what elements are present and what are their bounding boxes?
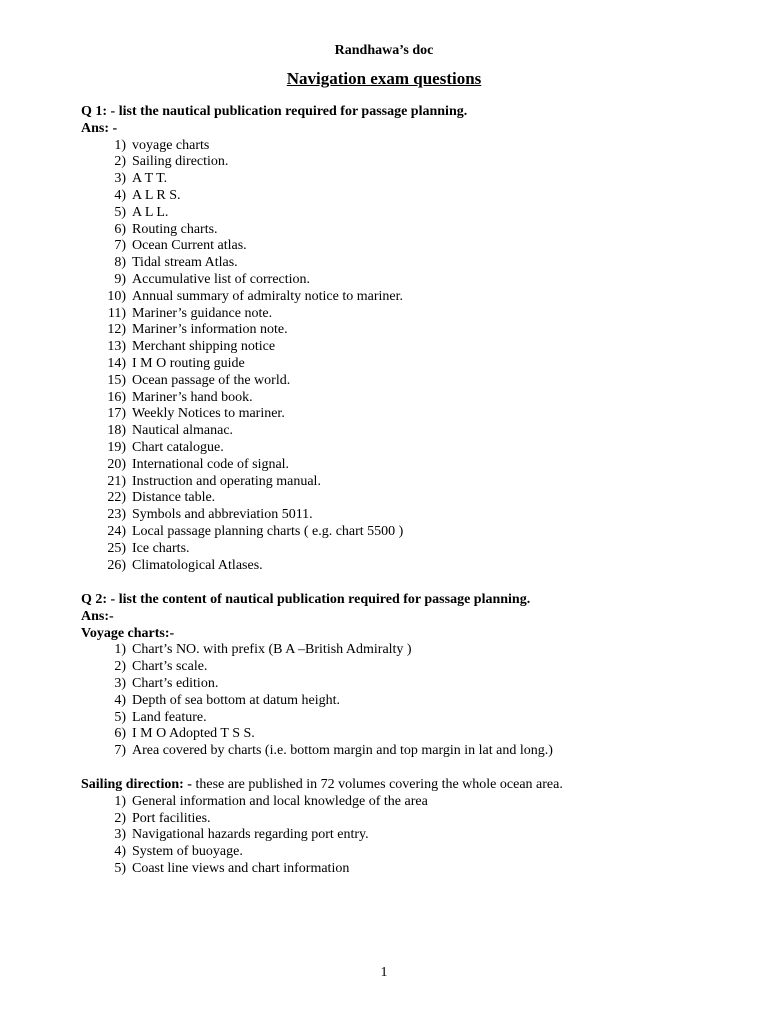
list-item-text: Mariner’s guidance note. <box>132 305 273 321</box>
list-item-number: 7) <box>114 238 126 254</box>
list-item <box>81 390 721 407</box>
list-item-number: 10) <box>107 288 126 304</box>
list-item <box>81 490 721 507</box>
list-item-number: 26) <box>107 557 126 573</box>
list-item <box>81 642 721 659</box>
list-item-number: 7) <box>114 743 126 759</box>
list-item-text: Mariner’s hand book. <box>132 389 253 405</box>
list-item <box>81 154 721 171</box>
list-item-text: Tidal stream Atlas. <box>132 255 238 271</box>
list-item-text: Chart’s NO. with prefix (B A –British Admiralty ) <box>132 642 412 658</box>
sailing-direction-block <box>81 777 721 878</box>
answer-label: Ans:- <box>81 608 114 624</box>
list-item-text: Area covered by charts (i.e. bottom margin and top margin in lat and long.) <box>132 743 553 759</box>
list-item-text: Local passage planning charts ( e.g. chart 5500 ) <box>132 523 404 539</box>
list-item-number: 12) <box>107 322 126 338</box>
list-item-text: International code of signal. <box>132 456 290 472</box>
list-item-text: Routing charts. <box>132 221 218 237</box>
list-item-number: 5) <box>114 860 126 876</box>
list-item-text: Instruction and operating manual. <box>132 473 321 489</box>
list-item <box>81 255 721 272</box>
list-item <box>81 693 721 710</box>
list-item <box>81 188 721 205</box>
list-item <box>81 339 721 356</box>
list-item-number: 22) <box>107 490 126 506</box>
list-item-text: System of buoyage. <box>132 844 243 860</box>
list-item <box>81 659 721 676</box>
list-item-number: 9) <box>114 271 126 287</box>
list-item-text: Ocean Current atlas. <box>132 238 247 254</box>
sailing-direction-description: these are published in 72 volumes covering the whole ocean area. <box>191 777 563 792</box>
list-item-text: voyage charts <box>132 137 210 153</box>
list-item <box>81 171 721 188</box>
list-item-number: 21) <box>107 473 126 489</box>
list-item-number: 5) <box>114 709 126 725</box>
list-item-text: Chart’s scale. <box>132 659 208 675</box>
sailing-direction-list <box>81 794 721 878</box>
voyage-charts-heading: Voyage charts:- <box>81 625 175 641</box>
list-item-text: Depth of sea bottom at datum height. <box>132 692 341 708</box>
list-item <box>81 440 721 457</box>
list-item-text: A T T. <box>132 171 168 187</box>
list-item <box>81 794 721 811</box>
list-item-text: General information and local knowledge of the area <box>132 793 428 809</box>
list-item-number: 18) <box>107 423 126 439</box>
list-item-number: 6) <box>114 726 126 742</box>
question-2: Q 2: - list the content of nautical publication required for passage planning. <box>81 592 531 607</box>
list-item-number: 4) <box>114 692 126 708</box>
list-item-number: 3) <box>114 171 126 187</box>
list-item-number: 2) <box>114 659 126 675</box>
list-item-text: Ice charts. <box>132 540 190 556</box>
list-item <box>81 289 721 306</box>
question-1: Q 1: - list the nautical publication required for passage planning. <box>81 104 468 119</box>
page-number: 1 <box>380 965 388 980</box>
list-item-text: Climatological Atlases. <box>132 557 263 573</box>
list-item <box>81 726 721 743</box>
list-item <box>81 457 721 474</box>
list-item <box>81 827 721 844</box>
list-item-number: 13) <box>107 339 126 355</box>
list-item <box>81 138 721 155</box>
list-item-number: 2) <box>114 810 126 826</box>
document-header: Randhawa’s doc <box>334 43 434 58</box>
list-item <box>81 272 721 289</box>
list-item-number: 11) <box>107 305 126 321</box>
list-item-number: 19) <box>107 439 126 455</box>
page-title: Navigation exam questions <box>286 69 482 88</box>
list-item-text: Mariner’s information note. <box>132 322 288 338</box>
list-item-number: 1) <box>114 642 126 658</box>
list-item-number: 24) <box>107 523 126 539</box>
list-item-text: Land feature. <box>132 709 207 725</box>
list-item <box>81 474 721 491</box>
list-item <box>81 306 721 323</box>
answer-label: Ans: - <box>81 120 118 136</box>
list-item-number: 16) <box>107 389 126 405</box>
voyage-charts-list <box>81 642 721 760</box>
list-item <box>81 710 721 727</box>
list-item <box>81 322 721 339</box>
list-item-number: 1) <box>114 793 126 809</box>
list-item-number: 8) <box>114 255 126 271</box>
list-item <box>81 811 721 828</box>
list-item <box>81 423 721 440</box>
list-item-number: 23) <box>107 507 126 523</box>
list-item-text: Symbols and abbreviation 5011. <box>132 507 313 523</box>
list-item <box>81 524 721 541</box>
sailing-direction-line <box>81 777 721 794</box>
list-item <box>81 558 721 575</box>
list-item-text: A L R S. <box>132 187 181 203</box>
list-item-text: A L L. <box>132 204 169 220</box>
list-item <box>81 507 721 524</box>
list-item-text: Weekly Notices to mariner. <box>132 406 285 422</box>
list-item-text: Accumulative list of correction. <box>132 271 311 287</box>
list-item-text: Annual summary of admiralty notice to mariner. <box>132 288 403 304</box>
list-item-number: 15) <box>107 372 126 388</box>
list-item-number: 14) <box>107 355 126 371</box>
list-item <box>81 676 721 693</box>
list-item-text: Port facilities. <box>132 810 211 826</box>
list-item <box>81 222 721 239</box>
question-1-block <box>81 104 721 574</box>
list-item-number: 2) <box>114 154 126 170</box>
list-item-text: Merchant shipping notice <box>132 339 276 355</box>
list-item-text: Distance table. <box>132 490 216 506</box>
list-item-text: Chart’s edition. <box>132 675 219 691</box>
list-item-number: 4) <box>114 187 126 203</box>
list-item <box>81 861 721 878</box>
list-item-number: 6) <box>114 221 126 237</box>
list-item <box>81 356 721 373</box>
list-item <box>81 541 721 558</box>
list-item <box>81 743 721 760</box>
list-item-text: Nautical almanac. <box>132 423 234 439</box>
question-2-block <box>81 592 721 760</box>
list-item <box>81 373 721 390</box>
list-item-text: Chart catalogue. <box>132 439 224 455</box>
list-item-text: I M O Adopted T S S. <box>132 726 255 742</box>
list-item-number: 17) <box>107 406 126 422</box>
list-item <box>81 205 721 222</box>
list-item <box>81 406 721 423</box>
list-item <box>81 844 721 861</box>
list-item-text: Ocean passage of the world. <box>132 372 291 388</box>
list-item-text: Sailing direction. <box>132 154 229 170</box>
list-item-number: 4) <box>114 844 126 860</box>
list-item <box>81 238 721 255</box>
list-item-number: 3) <box>114 827 126 843</box>
list-item-number: 5) <box>114 204 126 220</box>
list-item-number: 20) <box>107 456 126 472</box>
list-item-text: Navigational hazards regarding port entry. <box>132 827 369 843</box>
list-item-text: Coast line views and chart information <box>132 860 350 876</box>
list-item-text: I M O routing guide <box>132 355 245 371</box>
q1-answer-list <box>81 138 721 575</box>
list-item-number: 25) <box>107 540 126 556</box>
list-item-number: 1) <box>114 137 126 153</box>
list-item-number: 3) <box>114 675 126 691</box>
sailing-direction-heading: Sailing direction: - <box>81 777 192 792</box>
